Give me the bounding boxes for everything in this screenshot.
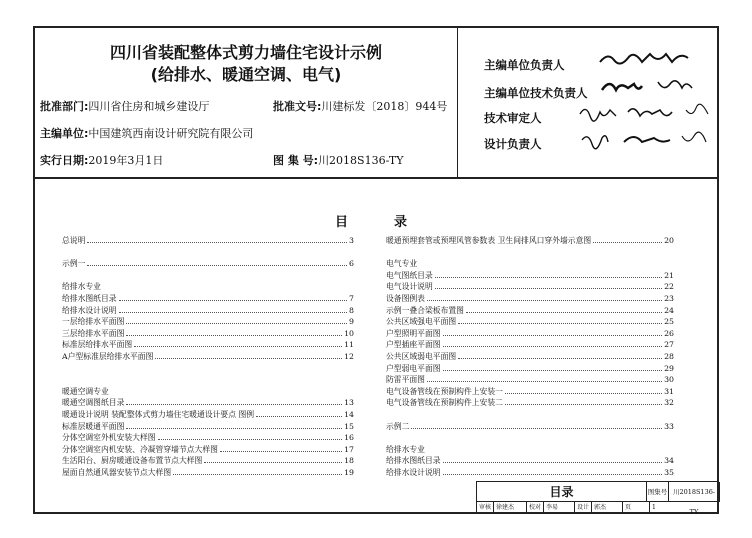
toc-entry-label: 一层给排水平面图 <box>62 317 125 327</box>
signature-4 <box>578 128 718 154</box>
toc-leader-dots <box>458 352 662 359</box>
atlas-number: 图 集 号:川2018S136-TY <box>273 154 404 167</box>
toc-entry-label: 电气设计说明 <box>386 282 433 292</box>
toc-entry-page: 6 <box>349 259 354 269</box>
toc-entry-page: 10 <box>344 328 354 338</box>
toc-title <box>335 211 453 230</box>
toc-row <box>62 409 354 421</box>
toc-row <box>62 432 354 444</box>
toc-row <box>386 281 674 293</box>
editor-unit: 主编单位:中国建筑西南设计研究院有限公司 <box>40 127 254 140</box>
toc-row <box>386 247 674 259</box>
title-line-2: (给排水、暖通空调、电气) <box>150 65 342 84</box>
toc-left-column <box>62 235 354 478</box>
toc-entry-page: 15 <box>344 421 354 431</box>
toc-leader-dots <box>134 340 342 347</box>
title-block <box>476 481 719 514</box>
toc-leader-dots <box>443 364 663 371</box>
toc-leader-dots <box>505 387 662 394</box>
toc-leader-dots <box>443 329 663 336</box>
toc-leader-dots <box>155 352 342 359</box>
toc-entry-page: 7 <box>349 293 354 303</box>
toc-entry-page: 33 <box>664 421 674 431</box>
toc-entry-page: 12 <box>344 351 354 361</box>
toc-entry-label: 暖通设计说明 装配整体式剪力墙住宅暖通设计要点 图例 <box>62 409 255 419</box>
toc-leader-dots <box>411 422 662 429</box>
toc-row <box>386 455 674 467</box>
toc-row <box>62 444 354 456</box>
approval-dept: 批准部门:四川省住房和城乡建设厅 <box>40 100 210 113</box>
toc-leader-dots <box>204 456 342 463</box>
toc-row <box>386 397 674 409</box>
toc-entry-page: 19 <box>344 467 354 477</box>
toc-leader-dots <box>443 456 663 463</box>
toc-leader-dots <box>427 294 662 301</box>
toc-entry-page: 32 <box>664 398 674 408</box>
toc-leader-dots <box>119 294 347 301</box>
toc-row <box>386 258 674 270</box>
toc-entry-page: 17 <box>344 444 354 454</box>
tb-page-value: 1 <box>652 504 656 511</box>
toc-leader-dots <box>435 282 662 289</box>
toc-row <box>386 235 674 247</box>
title-block-atlas-label: 图集号 <box>647 482 669 502</box>
toc-leader-dots <box>443 468 663 475</box>
toc-row <box>62 316 354 328</box>
toc-row <box>62 421 354 433</box>
signature-2 <box>598 76 698 98</box>
toc-entry-page: 13 <box>344 398 354 408</box>
toc-entry-page: 26 <box>664 328 674 338</box>
title-block-atlas-value: 川2018S136-TY <box>669 482 720 502</box>
toc-entry-label: 标准层暖通平面图 <box>62 421 125 431</box>
toc-row <box>62 305 354 317</box>
toc-row <box>62 467 354 479</box>
toc-row <box>62 397 354 409</box>
toc-row <box>386 374 674 386</box>
toc-row <box>62 235 354 247</box>
toc-entry-page: 14 <box>344 409 354 419</box>
toc-leader-dots <box>427 375 662 382</box>
toc-row <box>386 305 674 317</box>
toc-leader-dots <box>87 259 347 266</box>
toc-entry-page: 23 <box>664 293 674 303</box>
title-block-name: 目录 <box>477 482 647 502</box>
toc-entry-label: 示例一叠合梁板布置图 <box>386 305 464 315</box>
toc-entry-label: 标准层给排水平面图 <box>62 340 133 350</box>
toc-leader-dots <box>466 306 662 313</box>
tb-page-label: 页 <box>623 502 650 513</box>
toc-entry-label: 公共区域强电平面图 <box>386 317 457 327</box>
toc-leader-dots <box>173 468 342 475</box>
toc-entry-label: 户型插座平面图 <box>386 340 441 350</box>
toc-leader-dots <box>126 422 342 429</box>
toc-entry-label: 给排水图纸目录 <box>386 456 441 466</box>
toc-leader-dots <box>593 236 662 243</box>
tb-review-name: 徐建杰 <box>494 502 527 513</box>
toc-row <box>62 339 354 351</box>
toc-row <box>386 328 674 340</box>
toc-leader-dots <box>256 410 342 417</box>
toc-entry-label: 给排水设计说明 <box>386 467 441 477</box>
toc-row <box>62 363 354 375</box>
toc-row <box>386 386 674 398</box>
toc-row <box>62 455 354 467</box>
toc-row <box>386 270 674 282</box>
toc-entry-label: 设备图例表 <box>386 293 425 303</box>
toc-entry-page: 28 <box>664 351 674 361</box>
toc-row <box>62 270 354 282</box>
role-chief-unit: 主编单位负责人 <box>484 58 565 72</box>
toc-entry-label: 给排水图纸目录 <box>62 293 117 303</box>
toc-row <box>386 467 674 479</box>
toc-entry-page: 34 <box>664 456 674 466</box>
toc-row <box>62 386 354 398</box>
tb-check-name: 李易 <box>544 502 575 513</box>
toc-leader-dots <box>126 317 347 324</box>
toc-row <box>62 258 354 270</box>
toc-leader-dots <box>220 445 342 452</box>
role-design-lead: 设计负责人 <box>484 137 542 151</box>
toc-title-a: 目 <box>335 215 351 230</box>
toc-entry-page: 11 <box>344 340 354 350</box>
toc-entry-label: 生活阳台、厨房暖通设备布置节点大样图 <box>62 456 203 466</box>
toc-row <box>62 281 354 293</box>
toc-entry-label: 屋面自然通风器安装节点大样图 <box>62 467 172 477</box>
tb-design-name: 郭杰 <box>592 502 623 513</box>
toc-row <box>386 316 674 328</box>
toc-row <box>386 351 674 363</box>
toc-entry-label: 暖通预埋套管或预埋风管参数表 卫生间排风口穿外墙示意图 <box>386 236 592 245</box>
toc-entry-label: 户型照明平面图 <box>386 328 441 338</box>
toc-entry-page: 21 <box>664 270 674 280</box>
toc-entry-page: 9 <box>349 317 354 327</box>
toc-entry-page: 18 <box>344 456 354 466</box>
toc-entry-label: 分体空调室外机安装大样图 <box>62 433 156 443</box>
toc-entry-label: 公共区域弱电平面图 <box>386 351 457 361</box>
toc-row <box>386 432 674 444</box>
toc-leader-dots <box>505 398 662 405</box>
toc-row <box>386 363 674 375</box>
toc-leader-dots <box>458 317 662 324</box>
toc-row <box>386 293 674 305</box>
toc-entry-label: 给排水专业 <box>62 282 101 292</box>
toc-entry-label: 暖通空调专业 <box>62 386 109 396</box>
toc-entry-page: 20 <box>664 236 674 245</box>
toc-leader-dots <box>119 306 347 313</box>
toc-entry-page: 22 <box>664 282 674 292</box>
toc-row <box>62 247 354 259</box>
toc-entry-label: 三层给排水平面图 <box>62 328 125 338</box>
toc-row <box>386 444 674 456</box>
toc-right-column <box>386 235 674 478</box>
toc-entry-page: 3 <box>349 236 354 245</box>
toc-leader-dots <box>126 398 342 405</box>
role-chief-tech: 主编单位技术负责人 <box>484 86 588 100</box>
toc-entry-label: 户型弱电平面图 <box>386 363 441 373</box>
toc-entry-page: 27 <box>664 340 674 350</box>
signature-1 <box>598 48 698 70</box>
toc-entry-label: A户型标准层给排水平面图 <box>62 351 154 361</box>
toc-entry-label: 电气图纸目录 <box>386 270 433 280</box>
signature-3 <box>578 102 718 126</box>
toc-entry-label: 示例一 <box>62 259 86 269</box>
toc-entry-label: 电气设备管线在预制构件上安装二 <box>386 398 503 408</box>
role-tech-review: 技术审定人 <box>484 111 542 125</box>
toc-leader-dots <box>158 433 343 440</box>
toc-entry-label: 示例二 <box>386 421 410 431</box>
toc-entry-label: 给排水专业 <box>386 444 425 454</box>
toc-title-b: 录 <box>394 215 410 230</box>
toc-row <box>386 339 674 351</box>
toc-entry-label: 总说明 <box>62 236 86 245</box>
toc-row <box>62 351 354 363</box>
toc-entry-page: 25 <box>664 317 674 327</box>
toc-row <box>386 409 674 421</box>
toc-entry-label: 给排水设计说明 <box>62 305 117 315</box>
tb-design-label: 设计 <box>575 502 592 513</box>
toc-leader-dots <box>435 271 662 278</box>
header <box>35 28 717 179</box>
document-frame <box>33 26 719 514</box>
toc-leader-dots <box>126 329 342 336</box>
toc-row <box>62 374 354 386</box>
toc-row <box>62 293 354 305</box>
tb-review-label: 审核 <box>477 502 494 513</box>
tb-check-label: 校对 <box>527 502 544 513</box>
title-block-signoff-row <box>477 502 720 513</box>
toc-entry-page: 16 <box>344 433 354 443</box>
toc-row <box>62 328 354 340</box>
toc-entry-label: 暖通空调图纸目录 <box>62 398 125 408</box>
header-signatures <box>458 28 719 177</box>
toc-entry-label: 分体空调室内机安装、冷凝管穿墙节点大样图 <box>62 444 218 454</box>
toc-entry-label: 防雷平面图 <box>386 375 425 385</box>
title-line-1: 四川省装配整体式剪力墙住宅设计示例 <box>109 43 382 62</box>
toc-entry-page: 29 <box>664 363 674 373</box>
toc-entry-label: 电气设备管线在预制构件上安装一 <box>386 386 503 396</box>
header-left <box>35 28 458 177</box>
toc-leader-dots <box>443 340 663 347</box>
toc-entry-page: 24 <box>664 305 674 315</box>
toc-leader-dots <box>87 236 347 243</box>
toc-entry-page: 8 <box>349 305 354 315</box>
toc-entry-label: 电气专业 <box>386 259 418 269</box>
effective-date: 实行日期:2019年3月1日 <box>40 154 164 167</box>
toc-entry-page: 30 <box>664 375 674 385</box>
toc-entry-page: 35 <box>664 467 674 477</box>
toc-entry-page: 31 <box>664 386 674 396</box>
approval-doc: 批准文号:川建标发〔2018〕944号 <box>273 100 448 113</box>
toc-row <box>386 421 674 433</box>
